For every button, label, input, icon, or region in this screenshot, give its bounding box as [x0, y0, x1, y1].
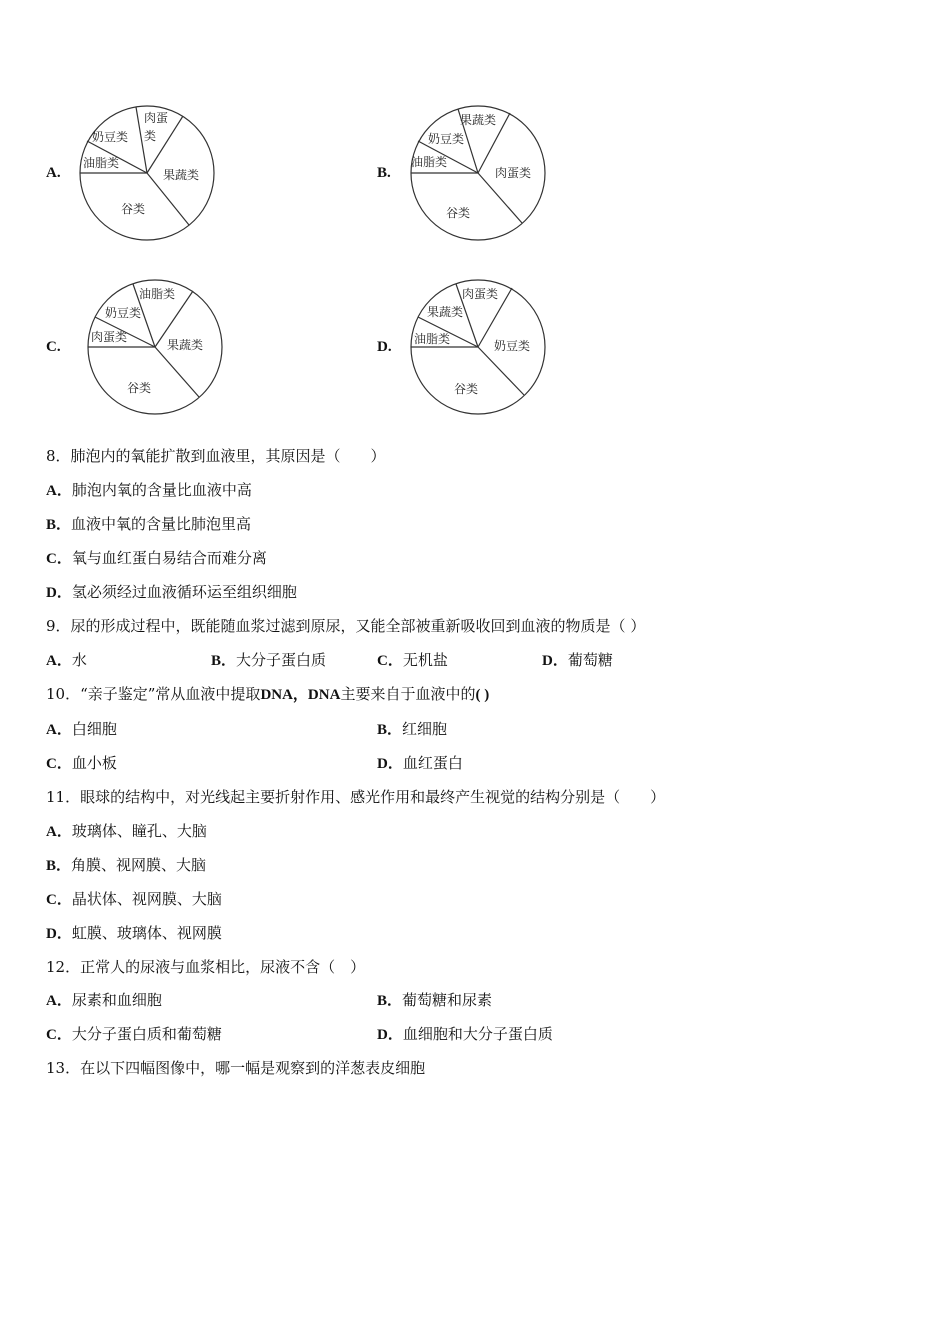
option-a-label: A. [46, 165, 61, 181]
option-b-label: B. [377, 165, 391, 181]
question-11-option-c[interactable] [46, 889, 222, 910]
question-12-option-b[interactable] [377, 990, 492, 1011]
option-text: 水 [71, 651, 87, 669]
slice-label: 奶豆类 [428, 132, 465, 146]
slice-label: 油脂类 [414, 332, 451, 346]
question-9-option-d[interactable] [542, 650, 613, 671]
option-letter: C． [46, 892, 72, 908]
option-letter: A． [46, 653, 72, 669]
slice-label: 谷类 [446, 206, 471, 220]
option-letter: B． [377, 722, 403, 738]
option-text: 血细胞和大分子蛋白质 [402, 1025, 553, 1043]
option-text: 大分子蛋白质和葡萄糖 [71, 1025, 222, 1043]
option-text: 虹膜、玻璃体、视网膜 [71, 924, 222, 942]
option-text: 晶状体、视网膜、大脑 [71, 890, 222, 908]
slice-label: 类 [144, 129, 157, 143]
slice-label: 肉蛋类 [462, 287, 499, 301]
option-letter: D． [46, 585, 72, 601]
option-text: 葡萄糖 [567, 651, 613, 669]
slice-label: 谷类 [127, 381, 152, 395]
slice-label: 奶豆类 [105, 306, 142, 320]
option-text: 角膜、视网膜、大脑 [71, 856, 207, 874]
option-letter: B． [377, 993, 403, 1009]
question-9-option-a[interactable] [46, 650, 87, 671]
question-11-option-d[interactable] [46, 923, 222, 944]
slice-label: 果蔬类 [167, 338, 204, 352]
stem-text: “亲子鉴定”常从血液中提取 [80, 685, 261, 703]
pie-chart-option-b [410, 105, 546, 241]
option-text: 血小板 [71, 754, 117, 772]
option-text: 玻璃体、瞳孔、大脑 [71, 822, 207, 840]
option-letter: B． [211, 653, 237, 669]
pie-svg-d [410, 279, 546, 415]
option-d-label: D. [377, 339, 392, 355]
question-8-option-a[interactable] [46, 480, 252, 501]
option-letter: D． [542, 653, 568, 669]
question-9-stem: 9．尿的形成过程中，既能随血浆过滤到原尿，又能全部被重新吸收回到血液的物质是（ ） [46, 617, 646, 635]
option-letter: A． [46, 722, 72, 738]
question-number: 10． [46, 685, 81, 703]
slice-label: 油脂类 [139, 287, 176, 301]
question-10-option-a[interactable] [46, 719, 117, 740]
question-9-option-b[interactable] [211, 650, 326, 671]
option-letter: D． [377, 1027, 403, 1043]
option-text: 大分子蛋白质 [236, 651, 327, 669]
option-text: 尿素和血细胞 [71, 991, 162, 1009]
option-letter: D． [46, 926, 72, 942]
slice-label: 奶豆类 [92, 130, 129, 144]
question-12-option-a[interactable] [46, 990, 162, 1011]
pie-chart-option-d [410, 279, 546, 415]
question-12-stem: 12．正常人的尿液与血浆相比，尿液不含（ ） [46, 958, 366, 976]
slice-label: 肉蛋类 [495, 166, 532, 180]
pie-svg-a [79, 105, 215, 241]
slice-label: 肉蛋 [144, 111, 169, 125]
question-8-option-b[interactable] [46, 514, 251, 535]
slice-label: 奶豆类 [494, 339, 531, 353]
option-c-label: C. [46, 339, 61, 355]
option-letter: C． [46, 1027, 72, 1043]
option-text: 氢必须经过血液循环运至组织细胞 [71, 583, 297, 601]
question-9-option-c[interactable] [377, 650, 448, 671]
option-letter: C． [46, 756, 72, 772]
option-text: 氧与血红蛋白易结合而难分离 [71, 549, 267, 567]
slice-label: 果蔬类 [427, 305, 464, 319]
option-text: 白细胞 [71, 720, 117, 738]
slice-label: 果蔬类 [460, 113, 497, 127]
slice-label: 油脂类 [83, 156, 120, 170]
slice-label: 果蔬类 [163, 168, 200, 182]
option-text: 葡萄糖和尿素 [402, 991, 493, 1009]
question-8-option-c[interactable] [46, 548, 267, 569]
question-12-option-c[interactable] [46, 1024, 222, 1045]
question-10-option-c[interactable] [46, 753, 117, 774]
option-text: 肺泡内氧的含量比血液中高 [71, 481, 252, 499]
option-letter: A． [46, 483, 72, 499]
question-11-option-b[interactable] [46, 855, 206, 876]
question-10-option-b[interactable] [377, 719, 447, 740]
option-letter: C． [46, 551, 72, 567]
question-13-stem: 13．在以下四幅图像中，哪一幅是观察到的洋葱表皮细胞 [46, 1059, 426, 1077]
option-letter: B． [46, 858, 72, 874]
question-8-option-d[interactable] [46, 582, 297, 603]
option-letter: B． [46, 517, 72, 533]
stem-text: 主要来自于血液中的 [340, 685, 476, 703]
slice-label: 谷类 [121, 202, 146, 216]
option-text: 红细胞 [402, 720, 448, 738]
pie-chart-option-a [79, 105, 215, 241]
option-letter: A． [46, 824, 72, 840]
question-10-stem [46, 684, 489, 705]
option-letter: C． [377, 653, 403, 669]
stem-text: DNA，DNA [260, 687, 341, 703]
slice-label: 肉蛋类 [91, 330, 128, 344]
question-11-option-a[interactable] [46, 821, 207, 842]
question-8-stem: 8．肺泡内的氧能扩散到血液里，其原因是（ ） [46, 447, 386, 465]
question-11-stem: 11．眼球的结构中，对光线起主要折射作用、感光作用和最终产生视觉的结构分别是（ ） [46, 788, 666, 806]
slice-label: 油脂类 [411, 155, 448, 169]
question-12-option-d[interactable] [377, 1024, 553, 1045]
stem-blank: ( ) [475, 687, 490, 703]
option-letter: D． [377, 756, 403, 772]
pie-svg-c [87, 279, 223, 415]
option-letter: A． [46, 993, 72, 1009]
option-text: 血红蛋白 [402, 754, 463, 772]
question-10-option-d[interactable] [377, 753, 463, 774]
option-text: 无机盐 [402, 651, 448, 669]
option-text: 血液中氧的含量比肺泡里高 [71, 515, 252, 533]
pie-svg-b [410, 105, 546, 241]
slice-label: 谷类 [454, 382, 479, 396]
pie-chart-option-c [87, 279, 223, 415]
